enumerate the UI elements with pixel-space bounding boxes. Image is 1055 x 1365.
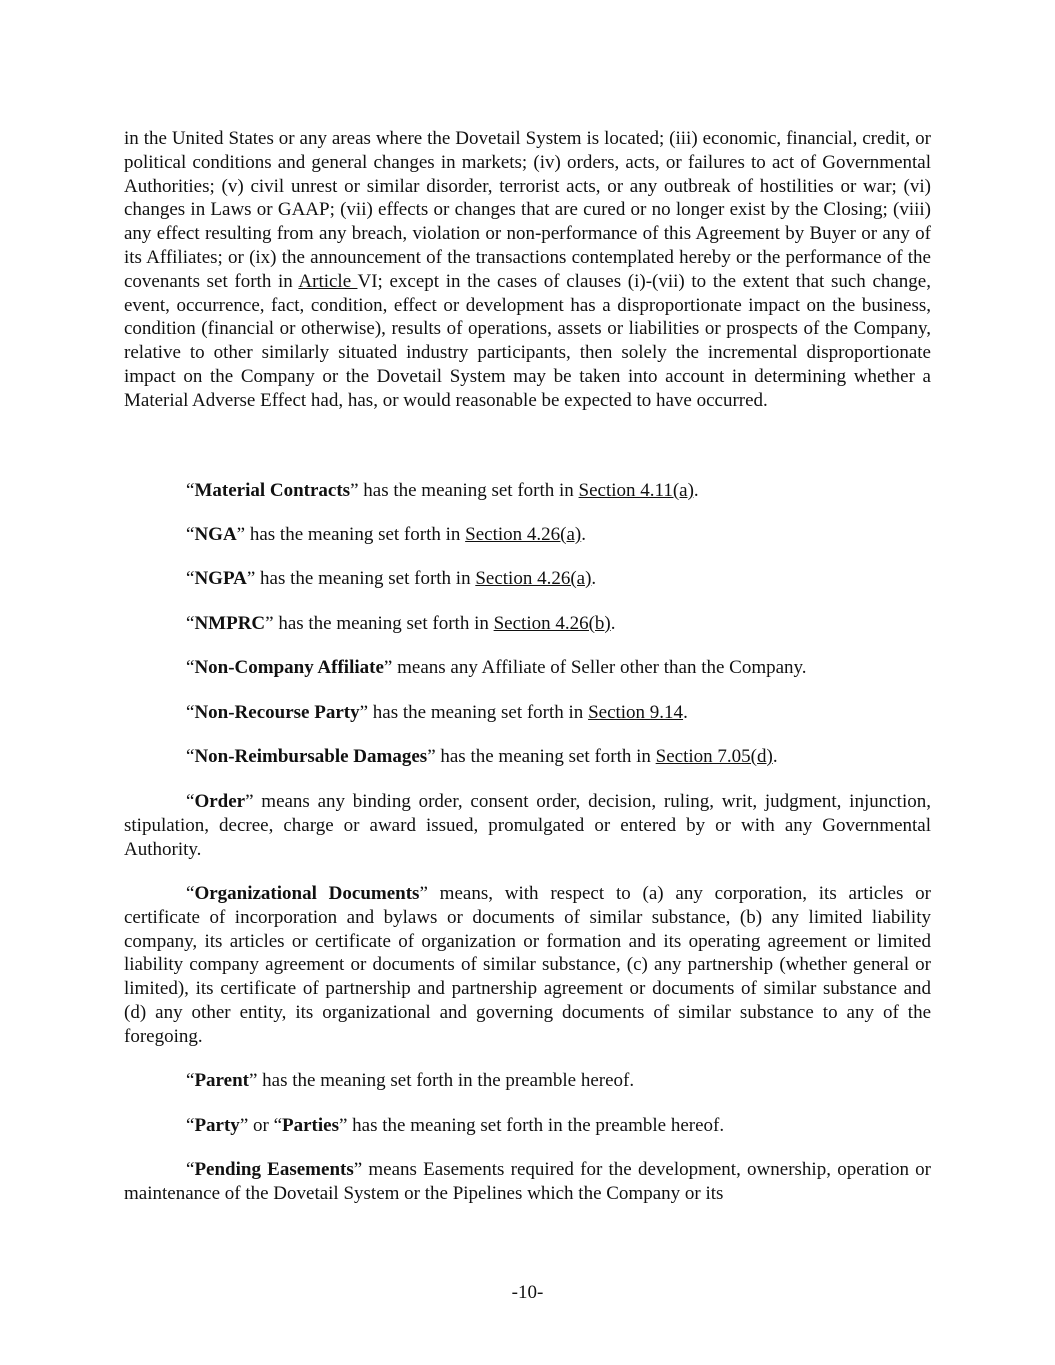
definition-non-reimbursable-damages: “Non-Reimbursable Damages” has the meaning set forth in Section 7.05(d). xyxy=(186,746,778,767)
definition-nmprc: “NMPRC” has the meaning set forth in Section 4.26(b). xyxy=(186,613,616,634)
page-number: -10- xyxy=(511,1282,544,1303)
definition-material-contracts: “Material Contracts” has the meaning set forth in Section 4.11(a). xyxy=(186,480,699,501)
definition-pending-easements: “Pending Easements” means Easements required for the development, ownership, operation or maintenance of the Dovetail System or the Pipelines which the Company or its xyxy=(124,1159,931,1204)
intro-paragraph: in the United States or any areas where the Dovetail System is located; (iii) economic, financial, credit, or political conditions and general changes in markets; (iv) orders, acts, or failures to act of Governmental Authorities; (v) civil unrest or similar disorder, terrorist acts, or any outbreak of hostilities or war; (vi) changes in Laws or GAAP; (vii) effects or changes that are cured or no longer exist by the Closing; (viii) any effect resulting from any breach, violation or non-performance of this Agreement by Buyer or any of its Affiliates; or (ix) the announcement of the transactions contemplated hereby or the performance of the covenants set forth in Article VI; except in the cases of clauses (i)-(vii) to the extent that such change, event, occurrence, fact, condition, effect or development has a disproportionate impact on the business, condition (financial or otherwise), results of operations, assets or liabilities or prospects of the Company, relative to other similarly situated industry participants, then solely the incremental disproportionate impact on the Company or the Dovetail System may be taken into account in determining whether a Material Adverse Effect had, has, or would reasonable be expected to have occurred. xyxy=(124,128,931,411)
section-reference: Section 7.05(d) xyxy=(655,746,773,767)
article-reference: Article xyxy=(298,270,358,292)
definition-party: “Party” or “Parties” has the meaning set forth in the preamble hereof. xyxy=(186,1115,725,1136)
definition-nga: “NGA” has the meaning set forth in Section 4.26(a). xyxy=(186,524,586,545)
section-reference: Section 4.11(a) xyxy=(578,480,694,501)
section-reference: Section 9.14 xyxy=(588,702,684,723)
definition-organizational-documents: “Organizational Documents” means, with respect to (a) any corporation, its articles or certificate of incorporation and bylaws or documents of similar substance, (b) any limited liability company, its articles or certificate of organization or formation and its operating agreement or limited liability company agreement or documents of similar substance, (c) any partnership (whether general or limited), its certificate of partnership and partnership agreement or documents of similar substance and (d) any other entity, its organizational and governing documents of similar substance to any of the foregoing. xyxy=(124,883,931,1047)
definition-parent: “Parent” has the meaning set forth in the preamble hereof. xyxy=(186,1070,635,1091)
definition-ngpa: “NGPA” has the meaning set forth in Section 4.26(a). xyxy=(186,568,597,589)
definition-non-recourse-party: “Non-Recourse Party” has the meaning set forth in Section 9.14. xyxy=(186,702,688,723)
section-reference: Section 4.26(a) xyxy=(465,524,582,545)
definition-non-company-affiliate: “Non-Company Affiliate” means any Affiliate of Seller other than the Company. xyxy=(186,657,807,678)
section-reference: Section 4.26(b) xyxy=(493,613,611,634)
definition-order: “Order” means any binding order, consent order, decision, ruling, writ, judgment, injunction, stipulation, decree, charge or award issued, promulgated or entered by or with any Governmental Authority. xyxy=(124,791,931,860)
section-reference: Section 4.26(a) xyxy=(475,568,592,589)
